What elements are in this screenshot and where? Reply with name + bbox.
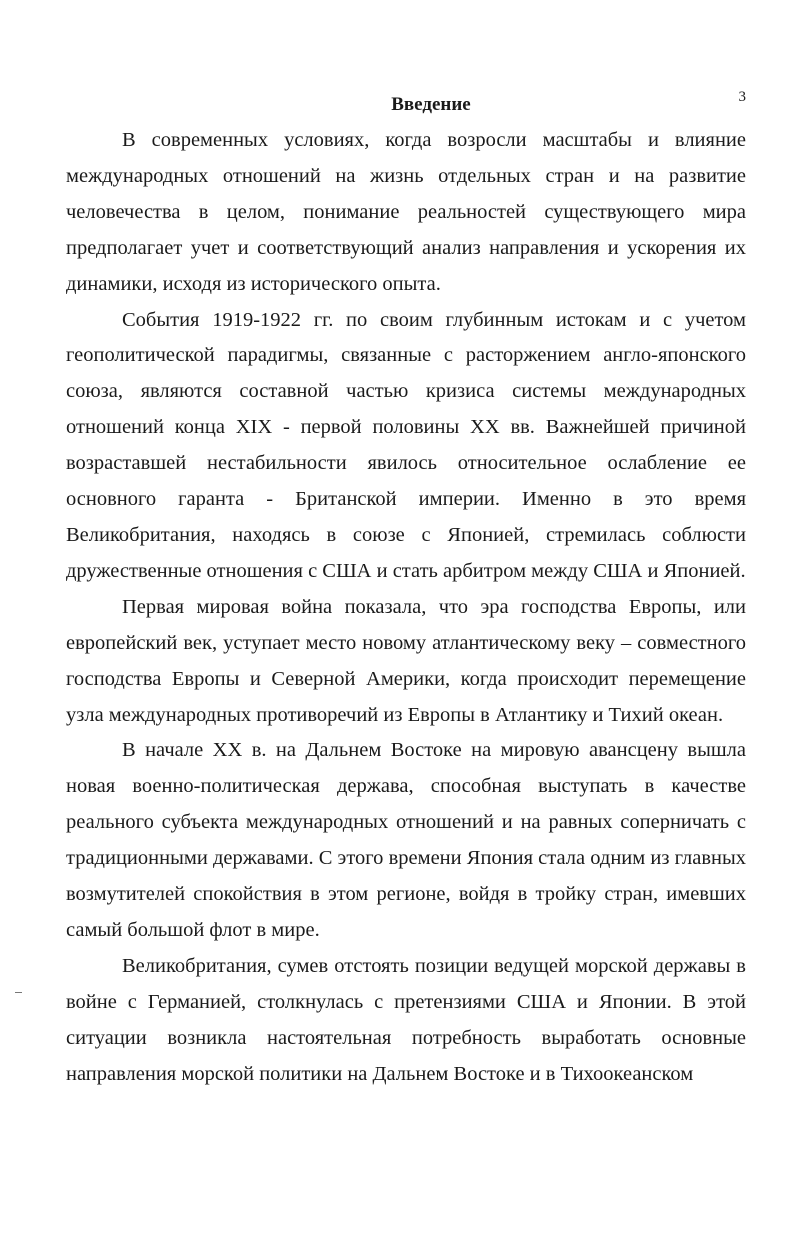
paragraph-3: Первая мировая война показала, что эра господства Европы, или европейский век, уступает место новому атлантическому веку – совместного господства Европы и Северной Америки, когда происходит перемещение узла международных противоречий из Европы в Атлантику и Тихий океан. <box>66 595 746 726</box>
paragraph-5: Великобритания, сумев отстоять позиции ведущей морской державы в войне с Германией, столкнулась с претензиями США и Японии. В этой ситуации возникла настоятельная потребность выработать основные направления морской политики на Дальнем Востоке и в Тихоокеанском <box>66 954 746 1085</box>
page-title: Введение <box>391 94 471 115</box>
paragraph-4: В начале XX в. на Дальнем Востоке на мировую авансцену вышла новая военно-политическая держава, способная выступать в качестве реального субъекта международных отношений и на равных соперничать с традиционными державами. С этого времени Япония стала одним из главных возмутителей спокойствия в этом регионе, войдя в тройку стран, имевших самый большой флот в мире. <box>66 739 746 941</box>
page-number: 3 <box>738 89 746 105</box>
paragraph-2: События 1919-1922 гг. по своим глубинным истокам и с учетом геополитической парадигмы, связанные с расторжением англо-японского союза, являются составной частью кризиса системы международных отношений конца XIX - первой половины XX вв. Важнейшей причиной возраставшей нестабильности явилось относительное ослабление ее основного гаранта - Британской империи. Именно в это время Великобритания, находясь в союзе с Японией, стремилась соблюсти дружественные отношения с США и стать арбитром между США и Японией. <box>66 308 746 582</box>
scan-margin-mark <box>15 992 22 993</box>
paragraph-1: В современных условиях, когда возросли масштабы и влияние международных отношений на жизнь отдельных стран и на развитие человечества в целом, понимание реальностей существующего мира предполагает учет и соответствующий анализ направления и ускорения их динамики, исходя из исторического опыта. <box>66 129 746 295</box>
body-text <box>66 123 746 1092</box>
